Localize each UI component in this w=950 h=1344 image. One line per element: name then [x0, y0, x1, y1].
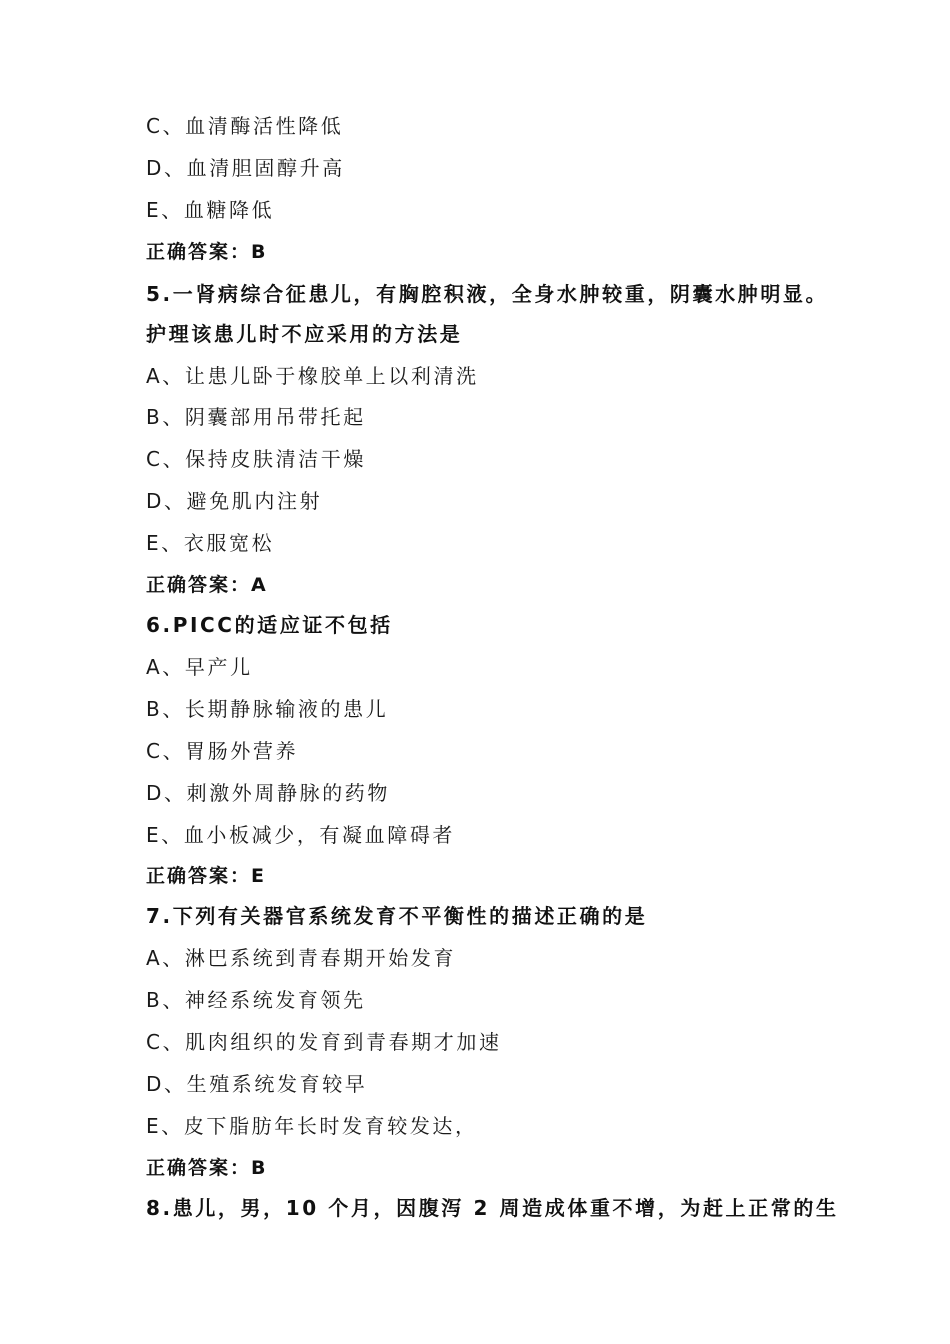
option-b-q7: B、神经系统发育领先 [146, 988, 366, 1012]
option-c-q4: C、血清酶活性降低 [146, 114, 344, 138]
option-e-q7: E、皮下脂肪年长时发育较发达， [146, 1114, 478, 1138]
answer-q7: 正确答案：B [146, 1157, 268, 1179]
question-5-continued: 护理该患儿时不应采用的方法是 [146, 322, 463, 346]
option-e-q4: E、血糖降低 [146, 198, 275, 222]
question-8: 8.患儿，男，10 个月，因腹泻 2 周造成体重不增，为赶上正常的生 [146, 1196, 839, 1220]
option-e-q5: E、衣服宽松 [146, 531, 275, 555]
option-d-q7: D、生殖系统发育较早 [146, 1072, 368, 1096]
question-5: 5.一肾病综合征患儿，有胸腔积液，全身水肿较重，阴囊水肿明显。 [146, 282, 829, 306]
option-d-q5: D、避免肌内注射 [146, 489, 323, 513]
option-a-q5: A、让患儿卧于橡胶单上以利清洗 [146, 364, 479, 388]
option-c-q5: C、保持皮肤清洁干燥 [146, 447, 366, 471]
option-d-q4: D、血清胆固醇升高 [146, 156, 345, 180]
answer-q5: 正确答案：A [146, 574, 268, 596]
option-c-q6: C、胃肠外营养 [146, 739, 299, 763]
option-e-q6: E、血小板减少，有凝血障碍者 [146, 823, 456, 847]
answer-q6: 正确答案：E [146, 865, 266, 887]
option-a-q7: A、淋巴系统到青春期开始发育 [146, 946, 457, 970]
option-a-q6: A、早产儿 [146, 655, 253, 679]
option-d-q6: D、刺激外周静脉的药物 [146, 781, 391, 805]
option-c-q7: C、肌肉组织的发育到青春期才加速 [146, 1030, 502, 1054]
option-b-q6: B、长期静脉输液的患儿 [146, 697, 389, 721]
question-7: 7.下列有关器官系统发育不平衡性的描述正确的是 [146, 904, 648, 928]
option-b-q5: B、阴囊部用吊带托起 [146, 405, 366, 429]
question-6: 6.PICC的适应证不包括 [146, 613, 393, 637]
answer-q4: 正确答案：B [146, 241, 268, 263]
